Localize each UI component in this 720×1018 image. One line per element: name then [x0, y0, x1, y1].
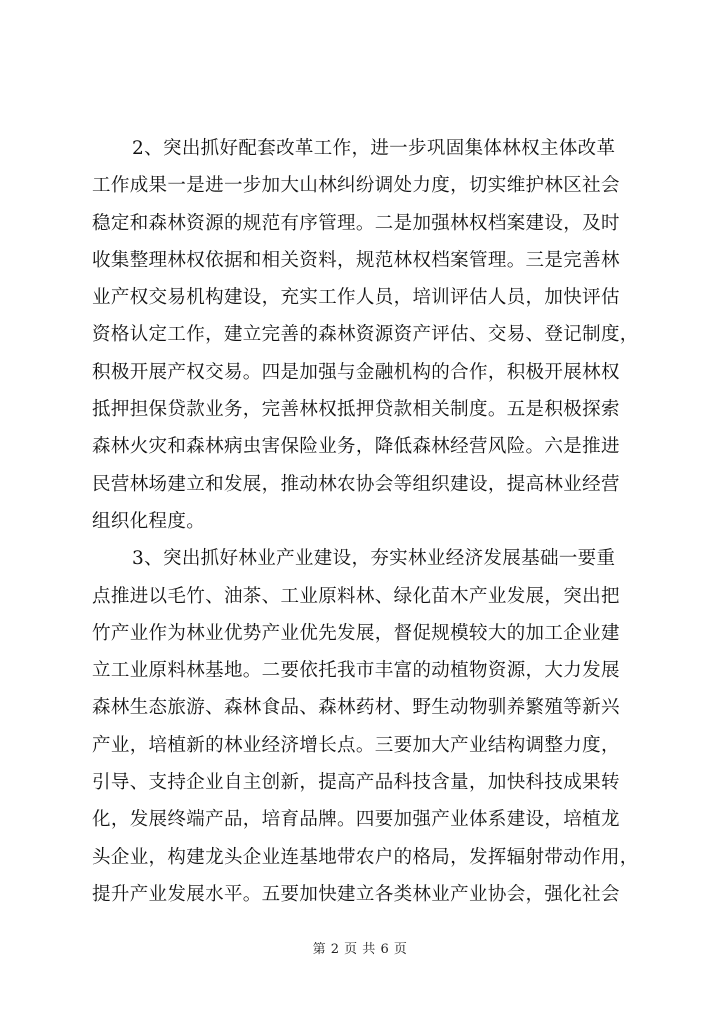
text-line: 积极开展产权交易。四是加强与金融机构的合作，积极开展林权	[92, 361, 620, 383]
page-number-footer: 第 2 页 共 6 页	[312, 942, 408, 957]
text-line: 工作成果一是进一步加大山林纠纷调处力度，切实维护林区社会	[92, 175, 620, 197]
text-line: 竹产业作为林业优势产业优先发展，督促规模较大的加工企业建	[92, 622, 620, 644]
text-line: 2、突出抓好配套改革工作，进一步巩固集体林权主体改革	[132, 138, 616, 159]
text-line: 立工业原料林基地。二要依托我市丰富的动植物资源，大力发展	[92, 660, 620, 682]
text-line: 业产权交易机构建设，充实工作人员，培训评估人员，加快评估	[92, 287, 620, 309]
text-line: 民营林场建立和发展，推动林农协会等组织建设，提高林业经营	[92, 473, 620, 495]
text-line: 头企业，构建龙头企业连基地带农户的格局，发挥辐射带动作用，	[92, 846, 639, 868]
paragraph-reform	[92, 130, 652, 540]
text-line: 抵押担保贷款业务，完善林权抵押贷款相关制度。五是积极探索	[92, 399, 620, 421]
text-line: 3、突出抓好林业产业建设，夯实林业经济发展基础一要重	[132, 548, 616, 570]
text-line: 资格认定工作，建立完善的森林资源资产评估、交易、登记制度，	[92, 324, 639, 346]
text-line: 点推进以毛竹、油茶、工业原料林、绿化苗木产业发展，突出把	[92, 585, 620, 607]
text-line: 提升产业发展水平。五要加快建立各类林业产业协会，强化社会	[92, 883, 620, 905]
text-line: 组织化程度。	[92, 510, 206, 532]
text-line: 森林火灾和森林病虫害保险业务，降低森林经营风险。六是推进	[92, 436, 620, 458]
text-line: 稳定和森林资源的规范有序管理。二是加强林权档案建设，及时	[92, 212, 620, 234]
text-line: 产业，培植新的林业经济增长点。三要加大产业结构调整力度，	[92, 734, 620, 756]
text-line: 收集整理林权依据和相关资料，规范林权档案管理。三是完善林	[92, 249, 620, 271]
text-line: 森林生态旅游、森林食品、森林药材、野生动物驯养繁殖等新兴	[92, 697, 620, 719]
paragraph-industry	[92, 540, 652, 913]
text-line: 引导、支持企业自主创新，提高产品科技含量，加快科技成果转	[92, 772, 620, 794]
text-line: 化，发展终端产品，培育品牌。四要加强产业体系建设，培植龙	[92, 809, 620, 831]
body-text	[92, 130, 652, 913]
